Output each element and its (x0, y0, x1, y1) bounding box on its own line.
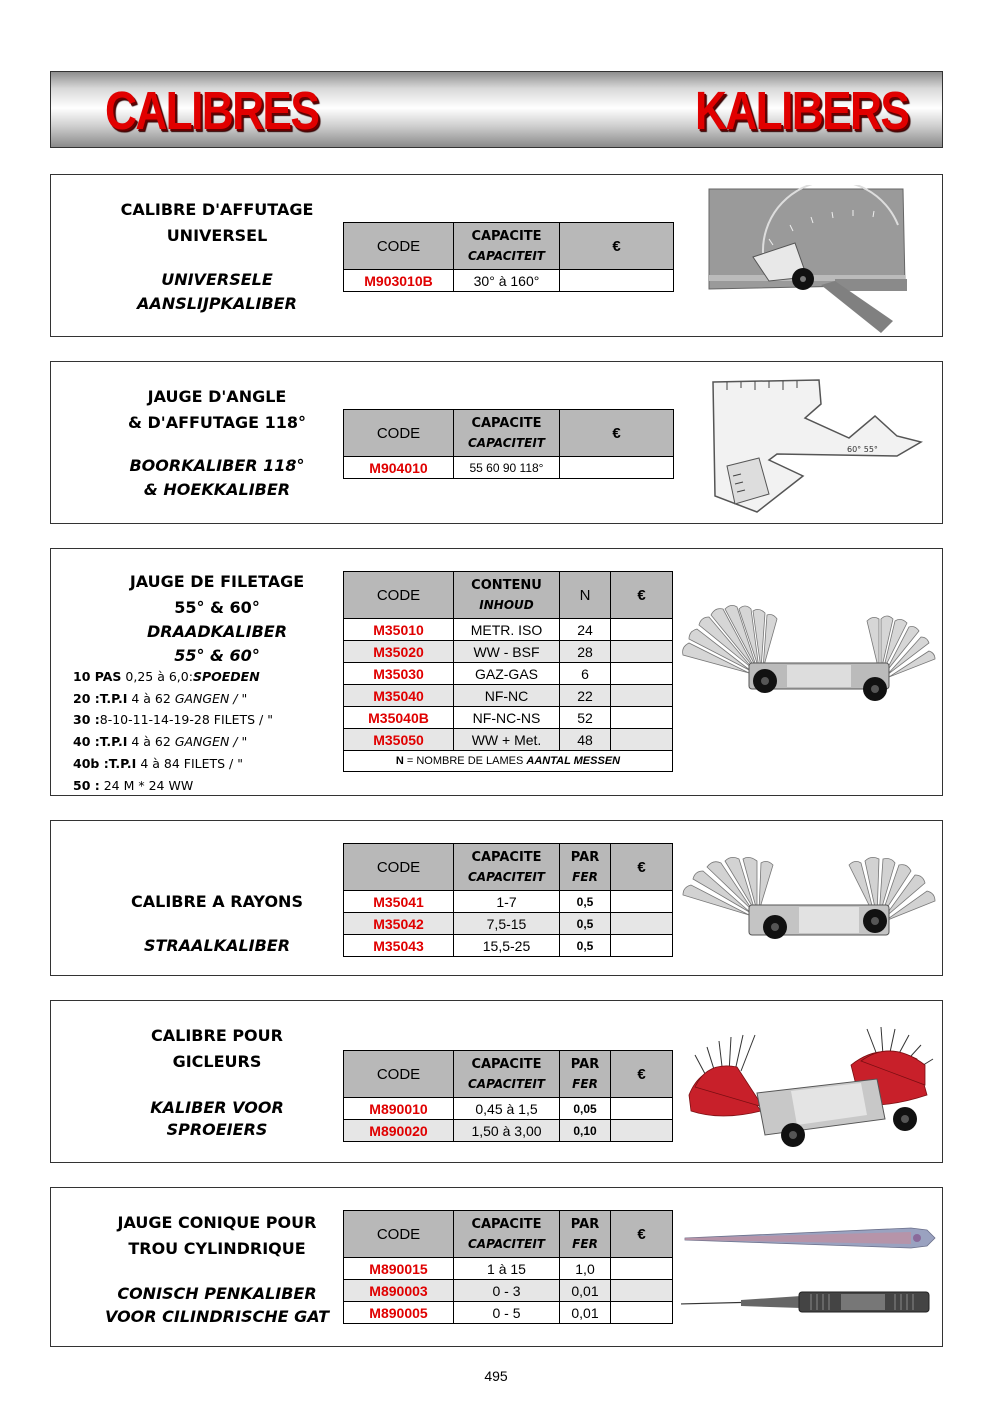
product-code: M35030 (344, 663, 454, 685)
product-per-blade: 0,01 (560, 1302, 611, 1324)
table-row (344, 685, 673, 707)
thread-notes-list (73, 666, 273, 796)
section-title-nl: UNIVERSELE AANSLIJPKALIBER (137, 270, 297, 313)
col-code-header: CODE (344, 410, 454, 457)
col-price-header: € (611, 1051, 673, 1098)
header-title-fr: CALIBRES (105, 81, 319, 141)
col-price-header: € (611, 844, 673, 891)
product-price (611, 935, 673, 957)
col-price-header: € (560, 223, 674, 270)
table-row (344, 1258, 673, 1280)
protractor-gauge-illustration (703, 185, 913, 333)
product-capacity: 1,50 à 3,00 (454, 1120, 560, 1142)
col-code-header: CODE (344, 223, 454, 270)
product-content: METR. ISO (454, 619, 560, 641)
table-row (344, 641, 673, 663)
col-code-header: CODE (344, 1051, 454, 1098)
product-price (611, 663, 673, 685)
angle-gauge-illustration (707, 376, 927, 516)
section-nozzle-gauge (50, 1000, 943, 1163)
product-code: M35020 (344, 641, 454, 663)
table-row (344, 1098, 673, 1120)
product-blade-count: 52 (560, 707, 611, 729)
header-title-nl: KALIBERS (695, 81, 909, 141)
product-capacity: 1-7 (454, 891, 560, 913)
product-capacity: 1 à 15 (454, 1258, 560, 1280)
table-row (344, 1120, 673, 1142)
product-table (343, 222, 674, 292)
product-per-blade: 1,0 (560, 1258, 611, 1280)
product-code: M890020 (344, 1120, 454, 1142)
product-code: M35050 (344, 729, 454, 751)
col-capacity-header: CAPACITE CAPACITEIT (454, 1051, 560, 1098)
product-content: NF-NC-NS (454, 707, 560, 729)
table-row (344, 935, 673, 957)
product-price (611, 1120, 673, 1142)
svg-text:60° 55°: 60° 55° (847, 445, 878, 454)
product-content: WW + Met. (454, 729, 560, 751)
table-row (344, 663, 673, 685)
col-per-blade-header: PAR FER (560, 1211, 611, 1258)
section-angle-gauge (50, 361, 943, 524)
section-title-fr: CALIBRE A RAYONS (131, 892, 303, 911)
col-capacity-header: CAPACITE CAPACITEIT (454, 1211, 560, 1258)
product-price (611, 729, 673, 751)
table-row (344, 913, 673, 935)
product-per-blade: 0,05 (560, 1098, 611, 1120)
note-line: 20 :T.P.I 4 à 62 GANGEN / " (73, 690, 248, 706)
product-code: M35041 (344, 891, 454, 913)
product-capacity: 0,45 à 1,5 (454, 1098, 560, 1120)
product-capacity: 0 - 5 (454, 1302, 560, 1324)
product-capacity: 55 60 90 118° (454, 457, 560, 479)
nozzle-gauge-illustration (681, 1025, 943, 1155)
col-content-header: CONTENU INHOUD (454, 572, 560, 619)
product-price (611, 913, 673, 935)
product-price (611, 707, 673, 729)
product-code: M890015 (344, 1258, 454, 1280)
col-n-header: N (560, 572, 611, 619)
product-per-blade: 0,5 (560, 935, 611, 957)
col-capacity-header: CAPACITE CAPACITEIT (454, 223, 560, 270)
col-price-header: € (611, 572, 673, 619)
table-row (344, 1280, 673, 1302)
table-row (344, 891, 673, 913)
product-per-blade: 0,5 (560, 891, 611, 913)
product-per-blade: 0,10 (560, 1120, 611, 1142)
product-code: M35040B (344, 707, 454, 729)
thread-gauge-illustration (679, 601, 941, 711)
col-code-header: CODE (344, 572, 454, 619)
product-capacity: 0 - 3 (454, 1280, 560, 1302)
product-code: M903010B (344, 270, 454, 292)
table-footnote: N = NOMBRE DE LAMES AANTAL MESSEN (344, 751, 673, 772)
table-row (344, 729, 673, 751)
product-blade-count: 6 (560, 663, 611, 685)
product-code: M35042 (344, 913, 454, 935)
col-per-blade-header: PAR FER (560, 844, 611, 891)
note-line: 30 :8-10-11-14-19-28 FILETS / " (73, 712, 273, 728)
product-per-blade: 0,5 (560, 913, 611, 935)
product-table (343, 843, 673, 957)
col-capacity-header: CAPACITE CAPACITEIT (454, 844, 560, 891)
product-code: M904010 (344, 457, 454, 479)
product-content: NF-NC (454, 685, 560, 707)
section-radius-gauge (50, 820, 943, 976)
product-code: M35043 (344, 935, 454, 957)
table-row (344, 1302, 673, 1324)
section-title-nl: BOORKALIBER 118° & HOEKKALIBER (129, 456, 305, 499)
section-title-nl: STRAALKALIBER (143, 936, 291, 955)
product-content: GAZ-GAS (454, 663, 560, 685)
product-price (611, 1280, 673, 1302)
note-line: 40 :T.P.I 4 à 62 GANGEN / " (73, 734, 248, 750)
product-table (343, 1050, 673, 1142)
product-code: M35040 (344, 685, 454, 707)
product-price (611, 1302, 673, 1324)
product-code: M890010 (344, 1098, 454, 1120)
product-per-blade: 0,01 (560, 1280, 611, 1302)
product-blade-count: 22 (560, 685, 611, 707)
taper-gauge-illustration (681, 1224, 943, 1334)
col-code-header: CODE (344, 1211, 454, 1258)
product-price (611, 1258, 673, 1280)
product-price (611, 1098, 673, 1120)
col-code-header: CODE (344, 844, 454, 891)
product-blade-count: 28 (560, 641, 611, 663)
section-title-nl: KALIBER VOOR SPROEIERS (150, 1098, 284, 1139)
section-title-fr: JAUGE D'ANGLE & D'AFFUTAGE 118° (127, 387, 307, 432)
product-table (343, 409, 674, 479)
product-table (343, 1210, 673, 1324)
section-thread-gauge (50, 548, 943, 796)
product-price (611, 891, 673, 913)
radius-gauge-illustration (679, 855, 941, 955)
section-universal-gauge (50, 174, 943, 337)
product-code: M35010 (344, 619, 454, 641)
section-title-fr: JAUGE CONIQUE POUR TROU CYLINDRIQUE (117, 1213, 317, 1258)
section-taper-gauge (50, 1187, 943, 1347)
table-row (344, 707, 673, 729)
product-blade-count: 48 (560, 729, 611, 751)
product-capacity: 30° à 160° (454, 270, 560, 292)
product-code: M890005 (344, 1302, 454, 1324)
section-title-fr: JAUGE DE FILETAGE 55° & 60° (129, 572, 305, 617)
page-header-banner (50, 71, 943, 148)
table-row (344, 619, 673, 641)
section-title-nl: CONISCH PENKALIBER VOOR CILINDRISCHE GAT (104, 1284, 330, 1326)
product-price (611, 619, 673, 641)
table-row (344, 270, 674, 292)
col-capacity-header: CAPACITE CAPACITEIT (454, 410, 560, 457)
product-price (611, 685, 673, 707)
product-blade-count: 24 (560, 619, 611, 641)
product-price (560, 270, 674, 292)
product-price (611, 641, 673, 663)
table-row (344, 457, 674, 479)
section-title-fr: CALIBRE D'AFFUTAGE UNIVERSEL (120, 200, 314, 245)
product-price (560, 457, 674, 479)
product-content: WW - BSF (454, 641, 560, 663)
col-per-blade-header: PAR FER (560, 1051, 611, 1098)
product-code: M890003 (344, 1280, 454, 1302)
product-capacity: 7,5-15 (454, 913, 560, 935)
page-number: 495 (484, 1368, 508, 1384)
col-price-header: € (611, 1211, 673, 1258)
section-title-fr: CALIBRE POUR GICLEURS (151, 1026, 283, 1071)
product-capacity: 15,5-25 (454, 935, 560, 957)
note-line: 10 PAS 0,25 à 6,0:SPOEDEN (73, 669, 260, 684)
col-price-header: € (560, 410, 674, 457)
section-title-nl: DRAADKALIBER 55° & 60° (146, 622, 288, 665)
note-line: 50 : 24 M * 24 WW (73, 777, 194, 793)
product-table (343, 571, 673, 772)
note-line: 40b :T.P.I 4 à 84 FILETS / " (73, 755, 243, 771)
